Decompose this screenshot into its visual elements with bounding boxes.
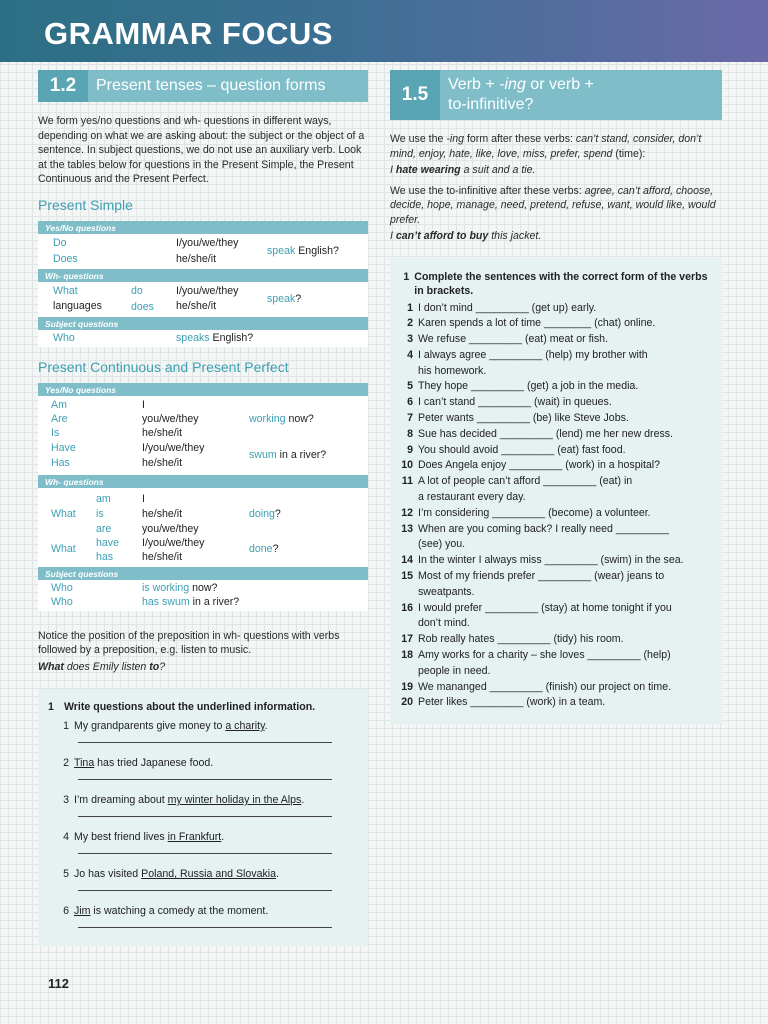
item-number: 11 xyxy=(401,475,413,488)
section-1-5 xyxy=(390,70,722,724)
item-number xyxy=(390,537,418,553)
table-header: Wh- questions xyxy=(38,269,368,282)
aux: am xyxy=(96,492,111,505)
ex-mid: does Emily listen xyxy=(66,660,147,673)
text-part: a suit and a tie. xyxy=(460,164,536,176)
item-text: Peter wants _________ (be) like Steve Jobs. xyxy=(418,412,629,425)
pronoun: I/you/we/they xyxy=(142,536,205,549)
item-number: 9 xyxy=(407,443,413,456)
item-text: I can’t stand _________ (wait) in queues. xyxy=(418,396,612,409)
exercise-title xyxy=(390,270,712,298)
item-number: 13 xyxy=(401,522,413,535)
item-text: a restaurant every day. xyxy=(418,491,526,504)
header-banner xyxy=(0,0,768,62)
title-part: -ing xyxy=(499,76,526,93)
table-header: Wh- questions xyxy=(38,475,368,488)
item-number: 16 xyxy=(401,601,413,614)
pronoun: I xyxy=(142,492,145,505)
aux: Have xyxy=(51,441,76,454)
item-text: You should avoid _________ (eat) fast food. xyxy=(418,443,626,456)
item-text: (see) you. xyxy=(418,538,466,551)
notice-text: Notice the position of the preposition in wh- questions with verbs followed by a preposition, e.g. listen to music. xyxy=(38,629,340,656)
pronoun: he/she/it xyxy=(176,299,217,312)
verb: doing xyxy=(249,507,275,520)
pronoun: he/she/it xyxy=(142,550,183,563)
aux: Are xyxy=(51,412,68,425)
pronoun: you/we/they xyxy=(142,522,199,535)
verb: speak xyxy=(267,244,296,257)
wh-word: What xyxy=(51,542,76,555)
exercise-instruction: Write questions about the underlined information. xyxy=(64,701,316,713)
exercise-box-right xyxy=(390,258,722,724)
item-number: 20 xyxy=(401,696,413,709)
verb: speaks xyxy=(176,331,210,344)
table-block xyxy=(38,488,368,567)
qmark: ? xyxy=(274,507,281,520)
aux: Is xyxy=(51,426,60,439)
item-number: 5 xyxy=(63,868,69,880)
item-text: people in need. xyxy=(418,664,491,677)
item-number: 1 xyxy=(407,301,413,314)
exercise-item xyxy=(390,301,712,317)
item-number: 10 xyxy=(401,459,413,472)
section-1-2 xyxy=(38,70,368,946)
verb-phrase xyxy=(249,543,278,556)
title-part: or verb + xyxy=(525,76,594,93)
example-sentence xyxy=(38,660,368,675)
wh-word: Who xyxy=(51,581,73,594)
exercise-item-continuation xyxy=(390,664,712,680)
exercise-number: 1 xyxy=(48,701,54,713)
exercise-box-left xyxy=(38,689,368,946)
verb: speak xyxy=(267,292,296,305)
item-number xyxy=(390,585,418,601)
verb-phrase xyxy=(249,413,314,426)
table-header: Subject questions xyxy=(38,317,368,330)
exercise-item xyxy=(390,695,712,711)
table-block xyxy=(38,396,368,475)
item-number: 5 xyxy=(407,380,413,393)
underlined-info: Tina xyxy=(74,757,95,769)
item-text: Sue has decided _________ (lend) me her new dress. xyxy=(418,427,674,440)
wh-word: Who xyxy=(51,595,73,608)
exercise-item xyxy=(48,794,358,806)
item-text: I’m considering _________ (become) a volunteer. xyxy=(418,506,651,519)
verb-phrase xyxy=(249,508,281,521)
item-text-before: My grandparents give money to xyxy=(74,720,226,732)
item-text-before: Jo has visited xyxy=(74,868,142,880)
underlined-info: Poland, Russia and Slovakia xyxy=(141,868,276,880)
infinitive-rule xyxy=(390,184,722,228)
rest: in a river? xyxy=(192,595,240,608)
table-block xyxy=(38,580,368,611)
exercise-item-continuation xyxy=(390,537,712,553)
item-text xyxy=(74,868,279,880)
answer-line[interactable] xyxy=(78,742,332,743)
item-number: 1 xyxy=(63,720,69,732)
exercise-items xyxy=(390,301,712,712)
item-text xyxy=(74,794,304,806)
section-number: 1.2 xyxy=(38,70,88,102)
verb: swum xyxy=(249,448,277,461)
section-number: 1.5 xyxy=(390,70,440,120)
aux: Has xyxy=(51,456,70,469)
item-text-after: . xyxy=(301,794,305,806)
exercise-instruction: Complete the sentences with the correct form of the verbs in brackets. xyxy=(414,270,708,297)
item-text xyxy=(74,905,268,917)
item-number xyxy=(390,616,418,632)
aux: has xyxy=(96,550,114,563)
item-text: I always agree _________ (help) my brother with xyxy=(418,348,648,361)
item-text: his homework. xyxy=(418,364,487,377)
item-text: Does Angela enjoy _________ (work) in a hospital? xyxy=(418,459,661,472)
text-part: agree, can’t afford, choose, decide, hope, manage, need, pretend, refuse, want, would like, would prefer. xyxy=(390,184,716,226)
text-part: (time): xyxy=(612,147,646,160)
item-number: 12 xyxy=(401,506,413,519)
pronoun: he/she/it xyxy=(142,507,183,520)
verb: working xyxy=(249,412,286,425)
item-number: 15 xyxy=(401,570,413,583)
item-text-after: . xyxy=(276,868,279,880)
section-title: Present tenses – question forms xyxy=(96,77,326,94)
pronoun: you/we/they xyxy=(142,412,199,425)
exercise-item xyxy=(390,379,712,395)
ex-what: What xyxy=(38,660,64,673)
item-number: 2 xyxy=(407,317,413,330)
exercise-item xyxy=(48,720,358,732)
aux-does: does xyxy=(131,300,154,313)
item-text: Karen spends a lot of time ________ (chat) online. xyxy=(418,317,656,330)
exercise-title xyxy=(48,701,358,713)
item-number: 4 xyxy=(63,831,69,843)
exercise-item xyxy=(390,601,712,617)
pronoun: I xyxy=(142,398,145,411)
exercise-item xyxy=(390,680,712,696)
rest: now? xyxy=(192,581,218,594)
exercise-item xyxy=(390,443,712,459)
verb: done xyxy=(249,542,273,555)
exercise-item xyxy=(390,332,712,348)
verb-phrase xyxy=(142,596,239,609)
item-number: 8 xyxy=(407,427,413,440)
text-part: I xyxy=(390,164,396,176)
answer-line[interactable] xyxy=(78,927,332,928)
text-part: this jacket. xyxy=(488,230,542,242)
present-simple-heading: Present Simple xyxy=(38,196,133,213)
text-part: hate wearing xyxy=(395,164,461,176)
table-header: Subject questions xyxy=(38,567,368,580)
exercise-item xyxy=(390,411,712,427)
title-line-2: to-infinitive? xyxy=(448,96,534,113)
exercise-item-continuation xyxy=(390,364,712,380)
page-title: GRAMMAR FOCUS xyxy=(44,16,333,51)
exercise-item-continuation xyxy=(390,616,712,632)
item-text xyxy=(74,831,224,843)
rest: now? xyxy=(288,412,314,425)
pronoun: he/she/it xyxy=(142,456,183,469)
answer-line[interactable] xyxy=(78,779,332,780)
table-block xyxy=(38,282,368,317)
pronoun: he/she/it xyxy=(142,426,183,439)
pcpp-heading: Present Continuous and Present Perfect xyxy=(38,358,289,375)
intro-text: We form yes/no questions and wh- questions in different ways, depending on what we are asking about: the subject or the object of a sentence. In subject questions, we do not use an auxiliary verb. Look at the tables below for questions in the Present Simple, the Present Continuous and the Present Perfect. xyxy=(38,115,365,185)
exercise-item xyxy=(390,522,712,538)
item-text-after: is watching a comedy at the moment. xyxy=(90,905,269,917)
item-text: A lot of people can’t afford _________ (eat) in xyxy=(418,475,633,488)
item-text: Most of my friends prefer _________ (wear) jeans to xyxy=(418,570,665,583)
exercise-item xyxy=(48,868,358,880)
exercise-item xyxy=(390,632,712,648)
text-part: -ing xyxy=(446,133,465,145)
item-text-after: . xyxy=(264,720,268,732)
item-number: 17 xyxy=(401,633,413,646)
item-text-after: has tried Japanese food. xyxy=(94,757,214,769)
text-part: can’t afford to buy xyxy=(395,230,489,242)
underlined-info: Jim xyxy=(74,905,91,917)
verb-phrase xyxy=(267,245,339,258)
exercise-item xyxy=(48,831,358,843)
exercise-item xyxy=(390,395,712,411)
table-header: Yes/No questions xyxy=(38,383,368,396)
item-text: Amy works for a charity – she loves _________ (help) xyxy=(418,649,671,662)
title-line-1 xyxy=(448,75,594,95)
text-part: can’t stand, consider, don’t mind, enjoy, hate, like, love, miss, prefer, spend xyxy=(390,133,702,160)
item-number xyxy=(390,364,418,380)
exercise-item xyxy=(48,905,358,917)
pronoun: I/you/we/they xyxy=(176,236,239,249)
aux: are xyxy=(96,522,112,535)
item-text xyxy=(74,757,213,769)
aux-does: Does xyxy=(53,252,78,265)
rest: in a river? xyxy=(279,448,327,461)
verb: has swum xyxy=(142,595,190,608)
exercise-item xyxy=(390,553,712,569)
item-number xyxy=(390,490,418,506)
table-block xyxy=(38,234,368,269)
section-header xyxy=(390,70,722,120)
exercise-item xyxy=(390,348,712,364)
pronoun: I/you/we/they xyxy=(176,284,239,297)
exercise-item xyxy=(390,474,712,490)
item-text: When are you coming back? I really need _________ xyxy=(418,522,669,535)
section-header xyxy=(38,70,368,102)
pronoun: he/she/it xyxy=(176,252,217,265)
item-number xyxy=(390,664,418,680)
ex-to: to xyxy=(149,660,160,673)
exercise-item-continuation xyxy=(390,585,712,601)
item-number: 18 xyxy=(401,649,413,662)
item-text: sweatpants. xyxy=(418,585,475,598)
item-text: I don’t mind _________ (get up) early. xyxy=(418,301,597,314)
wh-word: Who xyxy=(53,331,75,344)
exercise-item-continuation xyxy=(390,490,712,506)
exercise-number: 1 xyxy=(403,270,410,283)
infinitive-example xyxy=(390,229,722,244)
answer-line[interactable] xyxy=(78,890,332,891)
aux: Am xyxy=(51,398,67,411)
wh-word: What xyxy=(51,507,76,520)
page-number: 112 xyxy=(48,976,69,991)
text-part: form after these verbs: xyxy=(464,133,576,145)
ing-rule xyxy=(390,132,722,161)
qmark: ? xyxy=(272,542,279,555)
item-text-before: I’m dreaming about xyxy=(74,794,168,806)
wh-word: What xyxy=(53,284,78,297)
aux: is xyxy=(96,507,104,520)
underlined-info: my winter holiday in the Alps xyxy=(167,794,302,806)
exercise-item xyxy=(390,648,712,664)
item-text: They hope _________ (get) a job in the media. xyxy=(418,380,639,393)
rest: English? xyxy=(212,331,254,344)
item-text: We mananged _________ (finish) our project on time. xyxy=(418,680,672,693)
item-number: 3 xyxy=(63,794,69,806)
item-text: In the winter I always miss _________ (swim) in the sea. xyxy=(418,554,684,567)
verb-phrase xyxy=(142,582,217,595)
verb: is working xyxy=(142,581,190,594)
item-text-before: My best friend lives xyxy=(74,831,168,843)
rest: English? xyxy=(298,244,339,257)
aux-do: Do xyxy=(53,236,67,249)
aux: have xyxy=(96,536,119,549)
verb-phrase xyxy=(267,293,301,306)
object: languages xyxy=(53,299,102,312)
underlined-info: in Frankfurt xyxy=(167,831,222,843)
item-number: 4 xyxy=(407,348,413,361)
aux-do: do xyxy=(131,284,143,297)
item-number: 3 xyxy=(407,333,413,346)
item-number: 7 xyxy=(407,412,413,425)
verb-phrase xyxy=(176,332,253,345)
item-text xyxy=(74,720,268,732)
table-header: Yes/No questions xyxy=(38,221,368,234)
item-text: Rob really hates _________ (tidy) his room. xyxy=(418,633,624,646)
exercise-item xyxy=(390,316,712,332)
exercise-items xyxy=(48,720,358,928)
exercise-item xyxy=(390,427,712,443)
qmark: ? xyxy=(295,292,302,305)
verb-phrase xyxy=(249,449,326,462)
item-number: 19 xyxy=(401,680,413,693)
item-text: don’t mind. xyxy=(418,617,470,630)
answer-line[interactable] xyxy=(78,816,332,817)
exercise-item xyxy=(390,569,712,585)
table-block xyxy=(38,330,368,347)
answer-line[interactable] xyxy=(78,853,332,854)
item-text: Peter likes _________ (work) in a team. xyxy=(418,696,606,709)
title-part: Verb + xyxy=(448,76,500,93)
pcpp-table xyxy=(38,383,368,611)
item-text: We refuse _________ (eat) meat or fish. xyxy=(418,333,609,346)
pronoun: I/you/we/they xyxy=(142,441,205,454)
item-number: 14 xyxy=(401,554,413,567)
exercise-item xyxy=(48,757,358,769)
exercise-item xyxy=(390,506,712,522)
exercise-item xyxy=(390,458,712,474)
section-title xyxy=(440,70,594,120)
present-simple-table xyxy=(38,221,368,347)
item-number: 6 xyxy=(407,396,413,409)
ing-example xyxy=(390,163,722,178)
item-text: I would prefer _________ (stay) at home tonight if you xyxy=(418,601,672,614)
text-part: We use the to-infinitive after these verbs: xyxy=(390,184,585,197)
text-part: We use the xyxy=(390,133,447,145)
underlined-info: a charity xyxy=(225,720,265,732)
ex-end: ? xyxy=(159,660,166,673)
item-number: 6 xyxy=(63,905,69,917)
item-text-after: . xyxy=(221,831,225,843)
item-number: 2 xyxy=(63,757,69,769)
text-part: I xyxy=(390,230,396,242)
